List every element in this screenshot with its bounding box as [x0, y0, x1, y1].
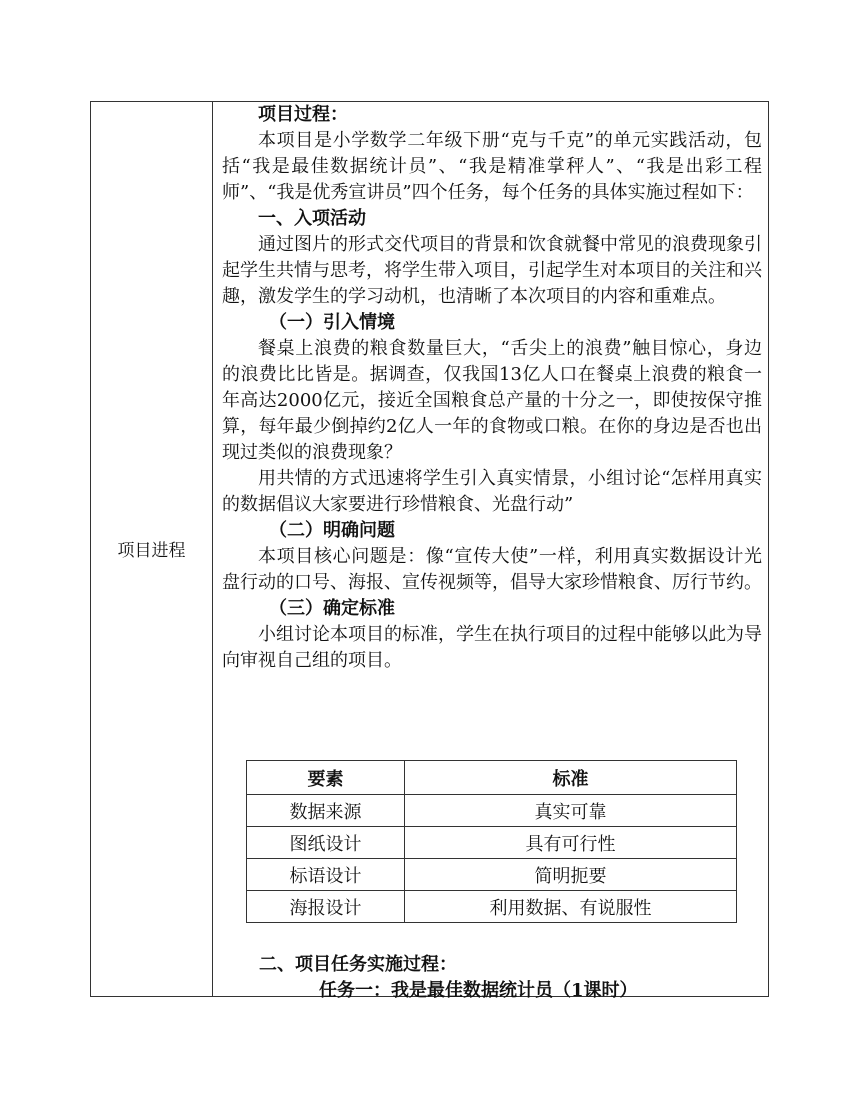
row-label: 项目进程: [117, 541, 186, 561]
intro-paragraph: 本项目是小学数学二年级下册“克与千克”的单元实践活动，包括“我是最佳数据统计员”、“我是精准掌秤人”、“我是出彩工程师”、“我是优秀宣讲员”四个任务，每个任务的具体实施过程如下：: [222, 130, 762, 203]
table-cell: 利用数据、有说服性: [405, 891, 737, 923]
process-heading: 项目过程：: [258, 104, 348, 125]
table-row: [247, 795, 737, 827]
table-row: [247, 891, 737, 923]
subsection-context: （一）引入情境: [269, 312, 395, 333]
table-cell: 海报设计: [247, 891, 405, 923]
task-one-title: 任务一：我是最佳数据统计员（1课时）: [319, 980, 638, 1001]
table-cell: 真实可靠: [405, 795, 737, 827]
content-cell: [222, 102, 762, 674]
table-cell: 标语设计: [247, 859, 405, 891]
table-cell: 数据来源: [247, 795, 405, 827]
table-row: [247, 827, 737, 859]
table-cell: 简明扼要: [405, 859, 737, 891]
standards-table: [246, 760, 737, 923]
section-entry-activity: 一、入项活动: [258, 208, 366, 229]
table-cell: 图纸设计: [247, 827, 405, 859]
entry-paragraph: 通过图片的形式交代项目的背景和饮食就餐中常见的浪费现象引起学生共情与思考，将学生带入项目，引起学生对本项目的关注和兴趣，激发学生的学习动机，也清晰了本次项目的内容和重难点。: [222, 234, 762, 307]
problem-paragraph: 本项目核心问题是：像“宣传大使”一样，利用真实数据设计光盘行动的口号、海报、宣传视频等，倡导大家珍惜粮食、厉行节约。: [222, 546, 762, 593]
table-row: [247, 859, 737, 891]
table-header-element: 要素: [247, 761, 405, 795]
standards-paragraph: 小组讨论本项目的标准，学生在执行项目的过程中能够以此为导向审视自己组的项目。: [222, 624, 762, 671]
table-cell: 具有可行性: [405, 827, 737, 859]
project-process-table: [90, 101, 769, 1001]
subsection-problem: （二）明确问题: [269, 520, 395, 541]
context-paragraph: 餐桌上浪费的粮食数量巨大，“舌尖上的浪费”触目惊心，身边的浪费比比皆是。据调查，仅我国13亿人口在餐桌上浪费的粮食一年高达2000亿元，接近全国粮食总产量的十分之一，即使按保守推算，每年最少倒掉约2亿人一年的食物或口粮。在你的身边是否也出现过类似的浪费现象？: [222, 338, 762, 463]
empathy-paragraph: 用共情的方式迅速将学生引入真实情景，小组讨论“怎样用真实的数据倡议大家要进行珍惜粮食、光盘行动”: [222, 468, 762, 515]
column-divider: [212, 102, 213, 996]
table-header-row: [247, 761, 737, 795]
table-header-standard: 标准: [405, 761, 737, 795]
subsection-standards: （三）确定标准: [269, 598, 395, 619]
section-task-implementation: 二、项目任务实施过程：: [259, 954, 457, 975]
